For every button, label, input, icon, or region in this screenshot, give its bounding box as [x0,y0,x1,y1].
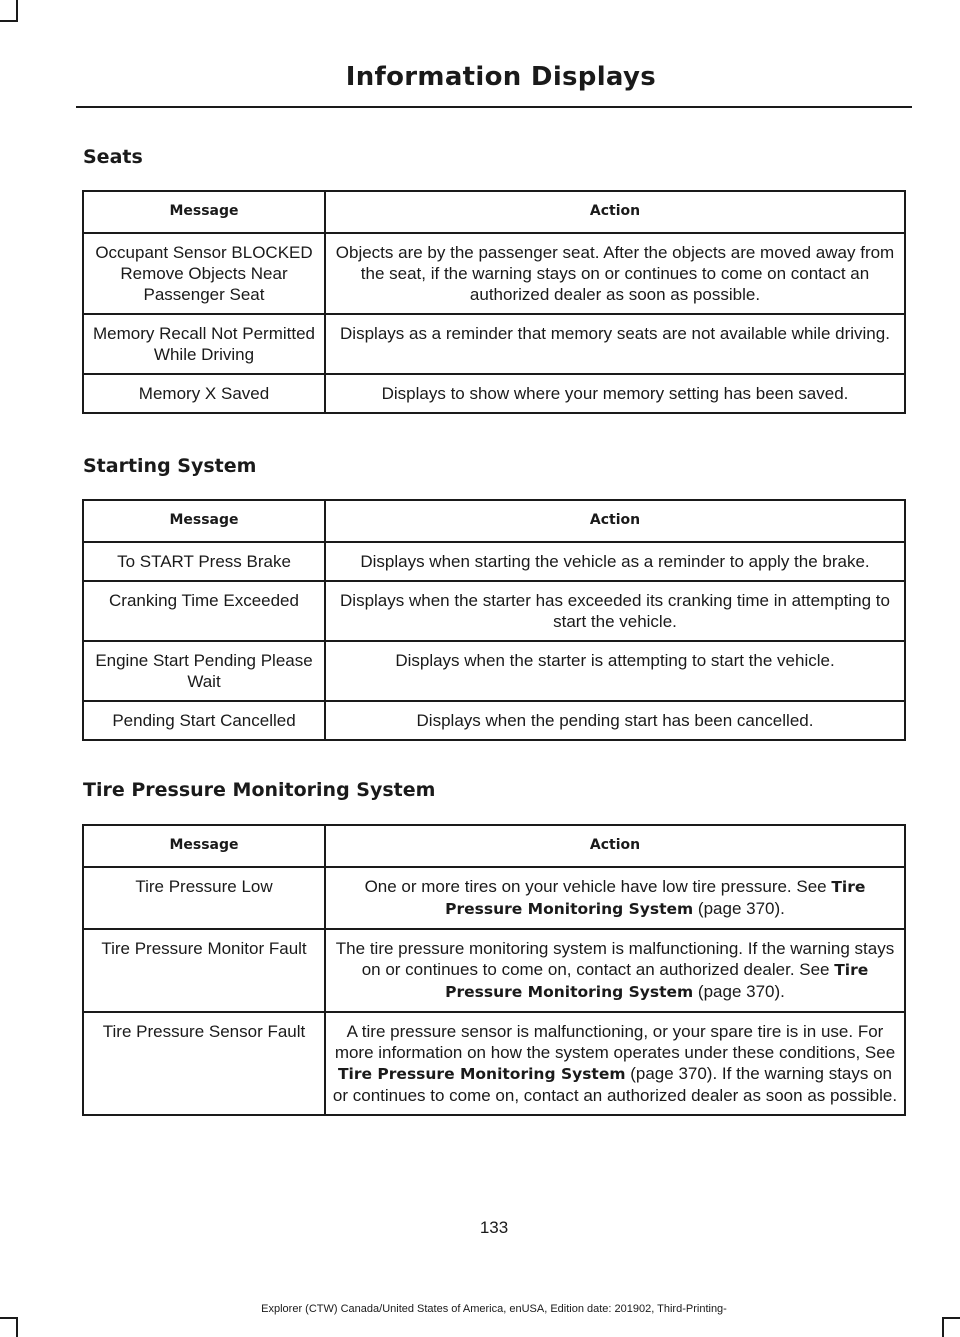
section-title-tpms: Tire Pressure Monitoring System [83,779,436,801]
column-header-action: Action [325,825,905,867]
action-cell [325,867,905,929]
table-row [83,867,905,929]
crop-mark [0,20,18,22]
table-header-row [83,825,905,867]
action-cell: Displays to show where your memory setting has been saved. [325,374,905,413]
action-cell: Displays when the pending start has been cancelled. [325,701,905,740]
message-cell: Tire Pressure Low [83,867,325,929]
table-row [83,233,905,314]
action-cell: Displays when the starter is attempting to start the vehicle. [325,641,905,701]
message-cell: Memory Recall Not Permitted While Driving [83,314,325,374]
table-row [83,542,905,581]
table-row [83,581,905,641]
table-header-row [83,500,905,542]
tpms-table [82,824,906,1116]
action-cell: Displays when starting the vehicle as a reminder to apply the brake. [325,542,905,581]
column-header-action: Action [325,191,905,233]
page-reference: (page 370). [693,899,785,918]
cross-reference-link[interactable]: Tire Pressure Monitoring System [445,961,869,1001]
table-row [83,641,905,701]
action-text: One or more tires on your vehicle have low tire pressure. See [364,877,832,896]
action-cell [325,929,905,1012]
section-title-seats: Seats [83,146,143,168]
message-cell: Pending Start Cancelled [83,701,325,740]
message-cell: Memory X Saved [83,374,325,413]
crop-mark [16,1317,18,1337]
message-cell: Tire Pressure Monitor Fault [83,929,325,1012]
action-text: The tire pressure monitoring system is malfunctioning. If the warning stays on or continues to come on, contact an authorized dealer. See [335,939,895,979]
message-cell: Tire Pressure Sensor Fault [83,1012,325,1115]
starting-system-table [82,499,906,741]
footer-edition-text: Explorer (CTW) Canada/United States of America, enUSA, Edition date: 201902, Third-Printing- [261,1303,727,1315]
table-row [83,374,905,413]
page-title: Information Displays [345,62,656,92]
page-number: 133 [479,1218,509,1237]
action-cell: Displays when the starter has exceeded its cranking time in attempting to start the vehicle. [325,581,905,641]
cross-reference-link[interactable]: Tire Pressure Monitoring System [337,1065,626,1083]
crop-mark [942,1317,960,1319]
seats-table [82,190,906,414]
column-header-message: Message [83,825,325,867]
crop-mark [16,0,18,22]
column-header-message: Message [83,191,325,233]
page-reference: (page 370). If the warning stays on or continues to come on, contact an authorized dealer as soon as possible. [332,1064,898,1105]
page-reference: (page 370). [693,982,785,1001]
table-row [83,701,905,740]
message-cell: Engine Start Pending Please Wait [83,641,325,701]
message-cell: Occupant Sensor BLOCKED Remove Objects Near Passenger Seat [83,233,325,314]
crop-mark [942,1317,944,1337]
table-row [83,314,905,374]
action-cell: Displays as a reminder that memory seats are not available while driving. [325,314,905,374]
action-cell [325,1012,905,1115]
header-divider [76,106,912,108]
section-title-starting-system: Starting System [83,455,257,477]
table-row [83,1012,905,1115]
column-header-action: Action [325,500,905,542]
column-header-message: Message [83,500,325,542]
cross-reference-link[interactable]: Tire Pressure Monitoring System [445,878,866,918]
action-text: A tire pressure sensor is malfunctioning, or your spare tire is in use. For more information on how the system operates under these conditions, See [334,1022,896,1062]
action-cell: Objects are by the passenger seat. After the objects are moved away from the seat, if the warning stays on or continues to come on contact an authorized dealer as soon as possible. [325,233,905,314]
table-row [83,929,905,1012]
message-cell: To START Press Brake [83,542,325,581]
table-header-row [83,191,905,233]
message-cell: Cranking Time Exceeded [83,581,325,641]
